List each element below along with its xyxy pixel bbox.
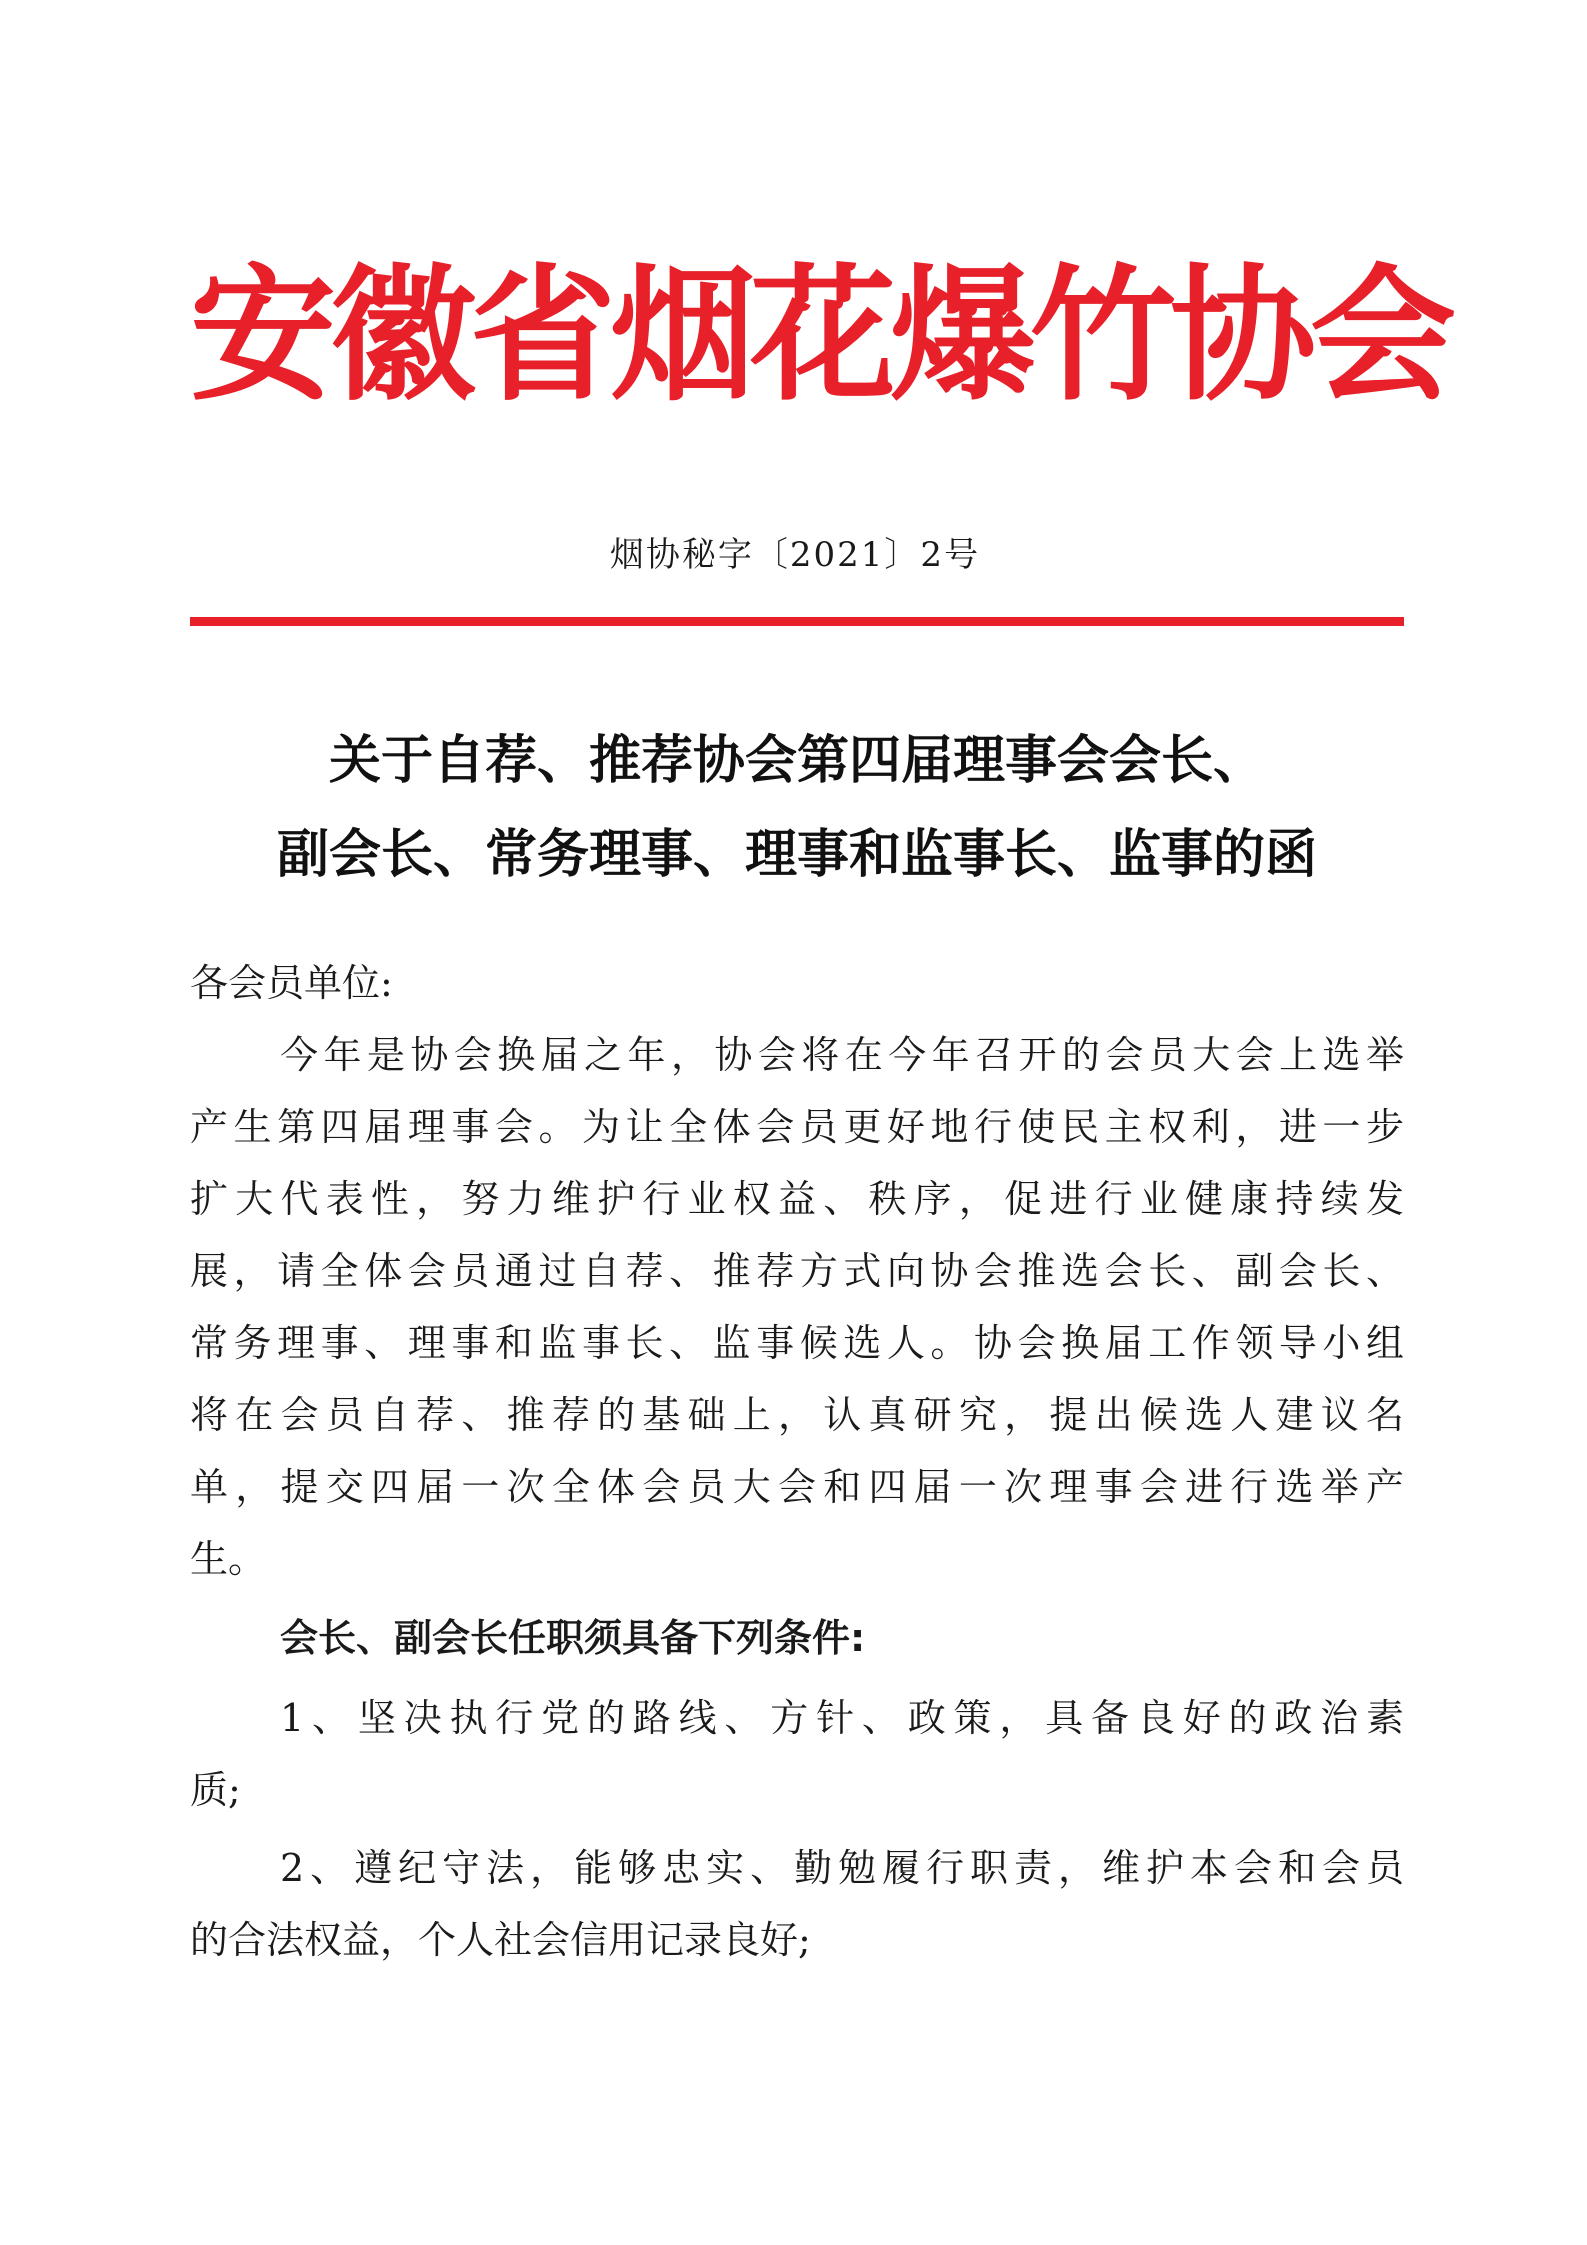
paragraph-line: 生。 [190, 1537, 267, 1581]
document-number: 烟协秘字〔2021〕2号 [609, 535, 981, 575]
document-title-line-2: 副会长、常务理事、理事和监事长、监事的函 [276, 825, 1317, 885]
paragraph-line: 常务理事、理事和监事长、监事候选人。协会换届工作领导小组 [190, 1321, 1404, 1365]
red-divider-line [190, 617, 1404, 626]
list-item-line: 1、坚决执行党的路线、方针、政策，具备良好的政治素 [280, 1696, 1404, 1740]
list-item-line: 质; [190, 1768, 241, 1812]
paragraph-line: 今年是协会换届之年，协会将在今年召开的会员大会上选举 [280, 1033, 1404, 1077]
document-title-line-1: 关于自荐、推荐协会第四届理事会会长、 [328, 731, 1265, 791]
paragraph-line: 展，请全体会员通过自荐、推荐方式向协会推选会长、副会长、 [190, 1249, 1404, 1293]
list-item-line: 的合法权益，个人社会信用记录良好; [190, 1918, 811, 1962]
salutation: 各会员单位: [190, 961, 393, 1005]
list-item-line: 2、遵纪守法，能够忠实、勤勉履行职责，维护本会和会员 [280, 1846, 1404, 1890]
paragraph-line: 产生第四届理事会。为让全体会员更好地行使民主权利，进一步 [190, 1105, 1404, 1149]
paragraph-line: 将在会员自荐、推荐的基础上，认真研究，提出候选人建议名 [190, 1393, 1404, 1437]
paragraph-line: 扩大代表性，努力维护行业权益、秩序，促进行业健康持续发 [190, 1177, 1404, 1221]
paragraph-line: 单，提交四届一次全体会员大会和四届一次理事会进行选举产 [190, 1465, 1404, 1509]
organization-name-heading: 安徽省烟花爆竹协会 [190, 250, 1450, 421]
section-heading: 会长、副会长任职须具备下列条件: [280, 1616, 866, 1660]
